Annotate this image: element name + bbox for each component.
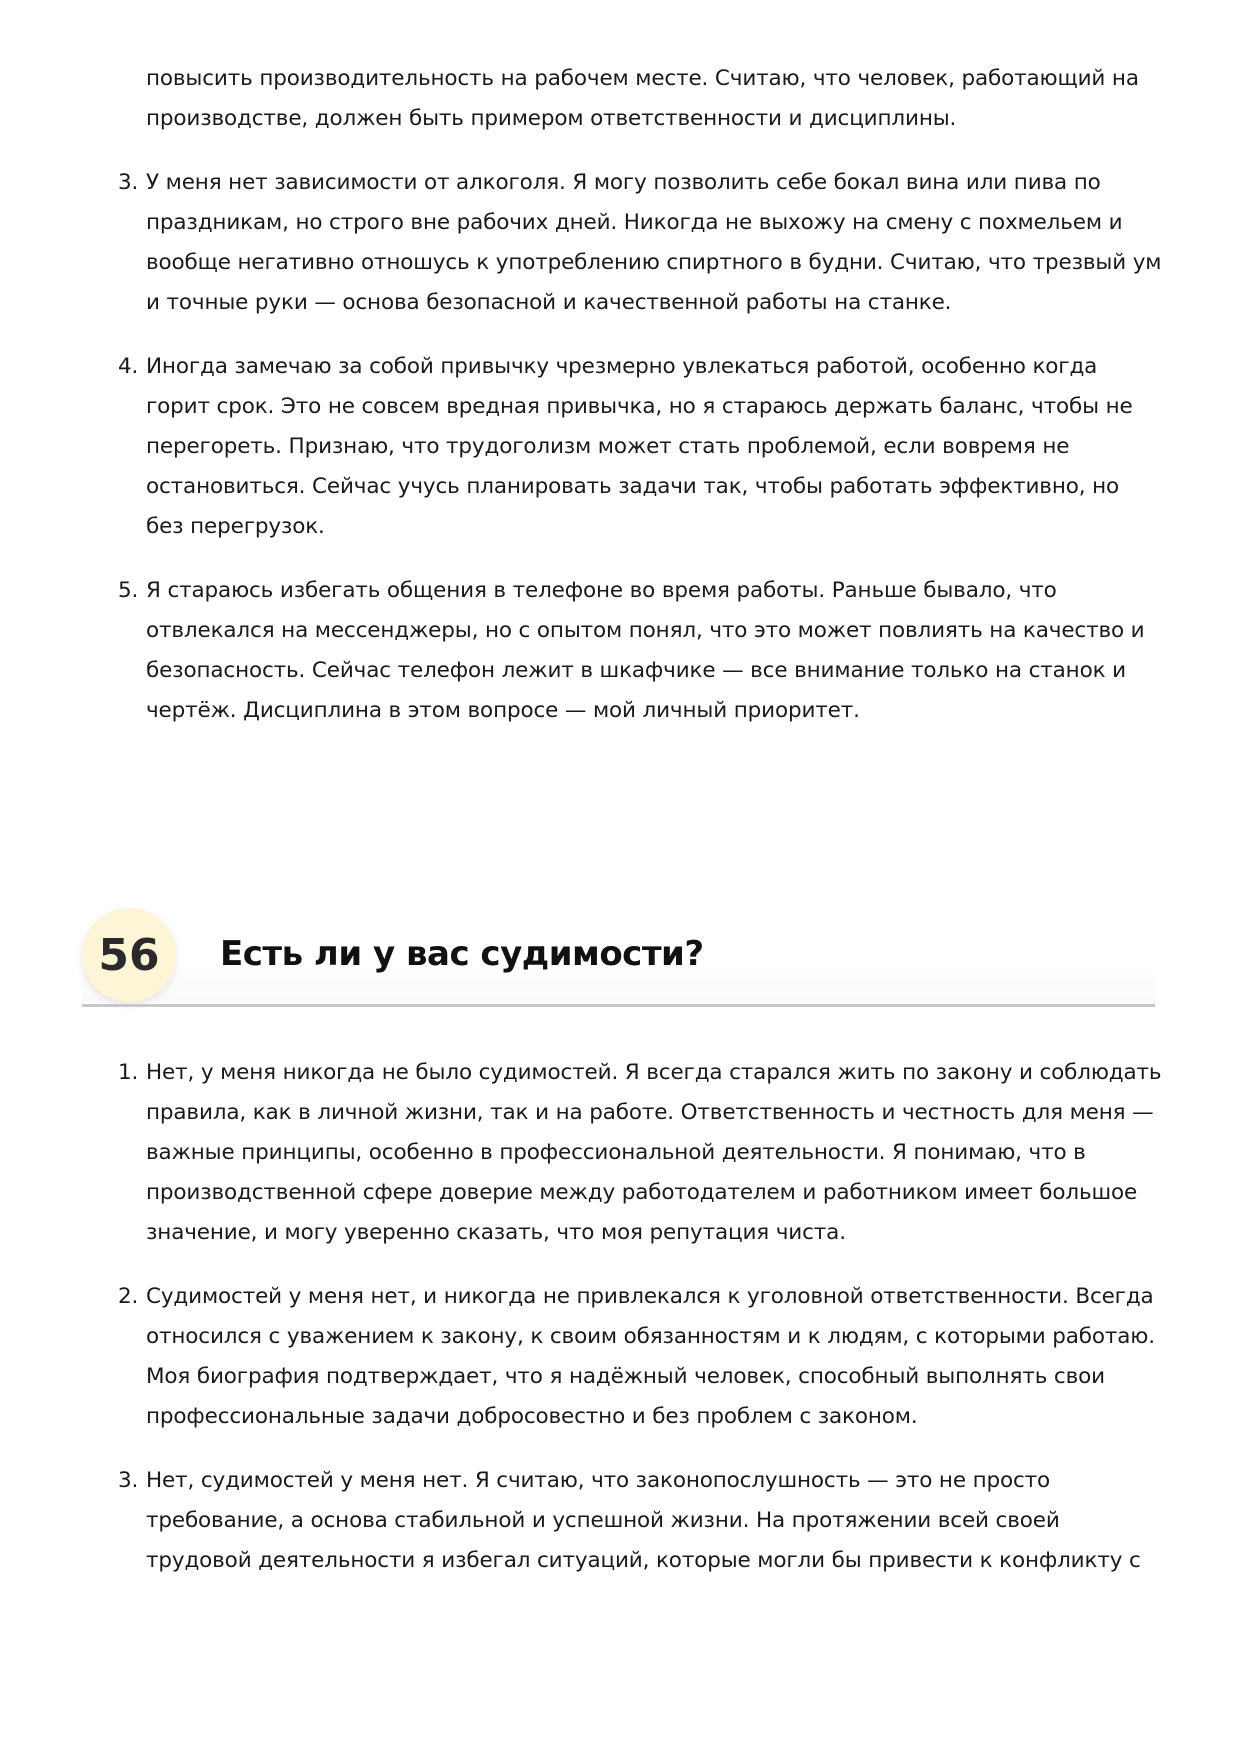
list-item-number: 4.	[118, 354, 139, 379]
list-item-number: 3.	[118, 170, 139, 195]
list-item-number: 1.	[118, 1060, 139, 1085]
section-header	[82, 902, 1155, 1010]
list-item	[118, 1053, 1163, 1253]
list-item	[118, 59, 1163, 139]
answer-list	[118, 1053, 1163, 1605]
list-item-number: 5.	[118, 578, 139, 603]
answer-list-continued	[118, 59, 1163, 755]
list-item-text: повысить производительность на рабочем месте. Считаю, что человек, работающий на производстве, должен быть примером ответственности и дисциплины.	[146, 66, 1139, 131]
list-item-text: У меня нет зависимости от алкоголя. Я могу позволить себе бокал вина или пива по праздникам, но строго вне рабочих дней. Никогда не выхожу на смену с похмельем и вообще негативно отношусь к употреблению спиртного в будни. Считаю, что трезвый ум и точные руки — основа безопасной и качественной работы на станке.	[146, 170, 1162, 315]
section-title: Есть ли у вас судимости?	[220, 934, 704, 974]
list-item	[118, 347, 1163, 547]
list-item	[118, 163, 1163, 323]
list-item	[118, 571, 1163, 731]
list-item-text: Судимостей у меня нет, и никогда не привлекался к уголовной ответственности. Всегда относился с уважением к закону, к своим обязанностям и к людям, с которыми работаю. Моя биография подтверждает, что я надёжный человек, способный выполнять свои профессиональные задачи добросовестно и без проблем с законом.	[146, 1284, 1155, 1429]
list-item-number: 3.	[118, 1468, 139, 1493]
list-item	[118, 1277, 1163, 1437]
list-item-text: Нет, судимостей у меня нет. Я считаю, что законопослушность — это не просто требование, а основа стабильной и успешной жизни. На протяжении всей своей трудовой деятельности я избегал ситуаций, которые могли бы привести к конфликту с	[146, 1468, 1141, 1573]
list-item-text: Иногда замечаю за собой привычку чрезмерно увлекаться работой, особенно когда горит срок. Это не совсем вредная привычка, но я стараюсь держать баланс, чтобы не перегореть. Признаю, что трудоголизм может стать проблемой, если вовремя не остановиться. Сейчас учусь планировать задачи так, чтобы работать эффективно, но без перегрузок.	[146, 354, 1133, 539]
list-item-text: Нет, у меня никогда не было судимостей. Я всегда старался жить по закону и соблюдать правила, как в личной жизни, так и на работе. Ответственность и честность для меня — важные принципы, особенно в профессиональной деятельности. Я понимаю, что в производственной сфере доверие между работодателем и работником имеет большое значение, и могу уверенно сказать, что моя репутация чиста.	[146, 1060, 1162, 1245]
list-item-text: Я стараюсь избегать общения в телефоне во время работы. Раньше бывало, что отвлекался на мессенджеры, но с опытом понял, что это может повлиять на качество и безопасность. Сейчас телефон лежит в шкафчике — все внимание только на станок и чертёж. Дисциплина в этом вопросе — мой личный приоритет.	[146, 578, 1145, 723]
list-item-number: 2.	[118, 1284, 139, 1309]
list-item	[118, 1461, 1163, 1581]
question-number-badge: 56	[82, 908, 176, 1002]
section-divider	[82, 1004, 1155, 1007]
